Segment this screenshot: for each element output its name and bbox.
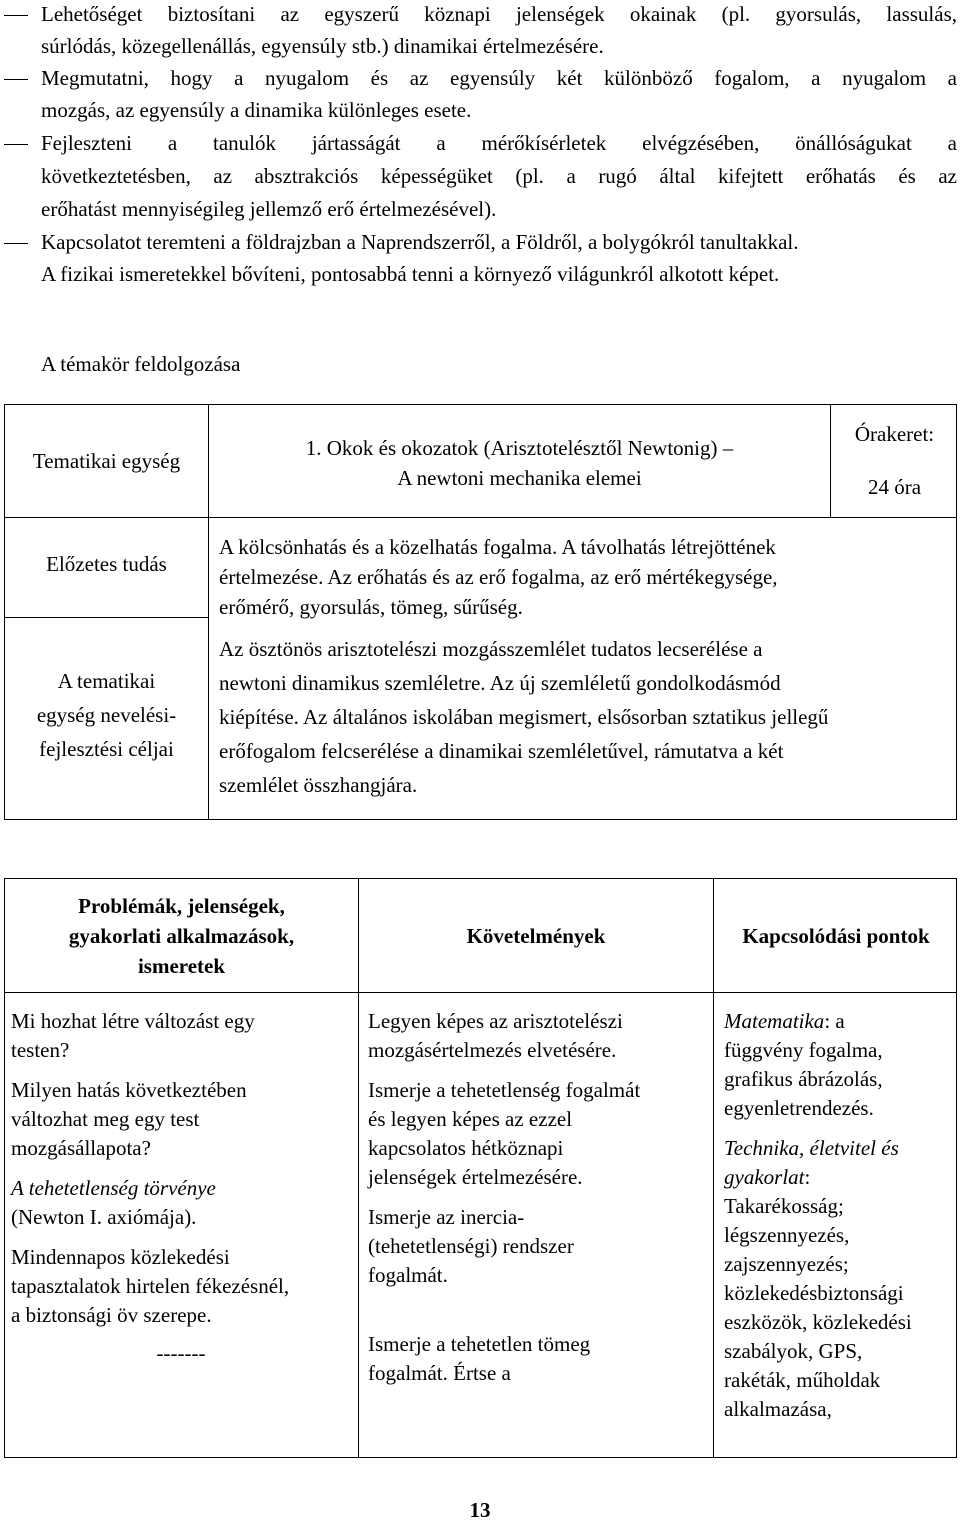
bullet-line: Megmutatni, hogy a nyugalom és az egyensúly két különböző fogalom, a nyugalom a (41, 66, 957, 90)
section-title: A témakör feldolgozása (41, 352, 241, 376)
text-line: mozgásértelmezés elvetésére. (368, 1038, 617, 1062)
text-line: gyakorlati alkalmazások, (68, 924, 295, 948)
bullet-line: A fizikai ismeretekkel bővíteni, pontosabbá tenni a környező világunkról alkotott képet. (41, 262, 780, 286)
table-divider (358, 879, 359, 1457)
separator-dashes: ------- (156, 1341, 206, 1365)
text-line: Milyen hatás következtében (11, 1078, 247, 1102)
text-line: közlekedésbiztonsági (724, 1281, 904, 1305)
text-line: eszközök, közlekedési (724, 1310, 912, 1334)
table-divider (5, 992, 956, 993)
bullet-line: Kapcsolatot teremteni a földrajzban a Naprendszerről, a Földről, a bolygókról tanultakkal. (41, 230, 799, 254)
subject-label: Matematika (724, 1009, 825, 1033)
text-line: rakéták, műholdak (724, 1368, 881, 1392)
bullet-line: mozgás, az egyensúly a dinamika különleges esete. (41, 98, 472, 122)
text-line: függvény fogalma, (724, 1038, 883, 1062)
problems-column (11, 1007, 351, 1368)
text-line: Ismerje a tehetetlenség fogalmát (368, 1078, 641, 1102)
text-line: kiépítése. Az általános iskolában megismert, elsősorban sztatikus jellegű (219, 705, 829, 729)
text-line: erőfogalom felcserélése a dinamikai szemléletűvel, rámutatva a két (219, 739, 784, 763)
text-line: Takarékosság; (724, 1194, 844, 1218)
text-line: tapasztalatok hirtelen fékezésnél, (11, 1274, 290, 1298)
text-line: fogalmát. Értse a (368, 1361, 511, 1385)
unit-label: Tematikai egység (32, 449, 181, 473)
goals-text (219, 632, 828, 802)
text-line: szabályok, GPS, (724, 1339, 863, 1363)
text-line: Legyen képes az arisztotelészi (368, 1009, 623, 1033)
dash-bullet-icon (4, 243, 28, 244)
column-header-problems (5, 891, 358, 981)
requirements-paragraph (368, 1007, 708, 1065)
text-line: jelenségek értelmezésére. (368, 1165, 583, 1189)
prior-knowledge-text (219, 532, 778, 622)
subject-label: gyakorlat (724, 1165, 805, 1189)
bullet-line: következtetésben, az absztrakciós képességüket (pl. a rugó által kifejtett erőhatás és az (41, 164, 957, 188)
requirements-paragraph (368, 1076, 708, 1192)
connections-column (724, 1007, 956, 1435)
text-line: egység nevelési- (36, 703, 177, 727)
problems-paragraph (11, 1076, 351, 1163)
table-divider (713, 879, 714, 1457)
text-line: Mi hozhat létre változást egy (11, 1009, 255, 1033)
text-line: egyenletrendezés. (724, 1096, 874, 1120)
problems-paragraph (11, 1174, 351, 1232)
text-line: erőmérő, gyorsulás, tömeg, sűrűség. (219, 595, 523, 619)
text-line: fejlesztési céljai (39, 737, 174, 761)
column-header-requirements: Követelmények (466, 924, 606, 948)
text-line: A tematikai (57, 669, 156, 693)
text-line: kapcsolatos hétköznapi (368, 1136, 564, 1160)
table-divider (5, 517, 956, 518)
text-line: Mindennapos közlekedési (11, 1245, 230, 1269)
bullet-line: Fejleszteni a tanulók jártasságát a mérőkísérletek elvégzésében, önállóságukat a (41, 131, 957, 155)
table-divider (5, 617, 208, 618)
unit-summary-table (4, 404, 957, 820)
goals-label (5, 664, 208, 766)
hours-value: 24 óra (867, 475, 922, 499)
text-line: : a (824, 1009, 845, 1033)
unit-title-line: 1. Okok és okozatok (Arisztotelésztől Newtonig) – (305, 436, 734, 460)
text-line: Az ösztönös arisztotelészi mozgásszemlélet tudatos lecserélése a (219, 637, 763, 661)
content-table (4, 878, 957, 1458)
requirements-paragraph (368, 1330, 708, 1388)
requirements-column (368, 1007, 708, 1399)
dash-bullet-icon (4, 15, 28, 16)
problems-paragraph (11, 1007, 351, 1065)
unit-title-line: A newtoni mechanika elemei (397, 466, 642, 490)
text-line: (tehetetlenségi) rendszer (368, 1234, 574, 1258)
text-line: zajszennyezés; (724, 1252, 849, 1276)
text-line: értelmezése. Az erőhatás és az erő fogalma, az erő mértékegysége, (219, 565, 778, 589)
dash-bullet-icon (4, 79, 28, 80)
text-line: ismeretek (137, 954, 226, 978)
text-line: A kölcsönhatás és a közelhatás fogalma. A távolhatás létrejöttének (219, 535, 776, 559)
prior-knowledge-label: Előzetes tudás (46, 552, 167, 576)
requirements-paragraph (368, 1203, 708, 1290)
text-line: (Newton I. axiómája). (11, 1205, 197, 1229)
text-line: fogalmát. (368, 1263, 448, 1287)
law-title: A tehetetlenség törvénye (11, 1176, 216, 1200)
text-line: szemlélet összhangjára. (219, 773, 418, 797)
dash-bullet-icon (4, 144, 28, 145)
text-line: Ismerje a tehetetlen tömeg (368, 1332, 591, 1356)
text-line: alkalmazása, (724, 1397, 832, 1421)
text-line: testen? (11, 1038, 70, 1062)
text-line: és legyen képes az ezzel (368, 1107, 573, 1131)
hours-label: Órakeret: (854, 422, 935, 446)
text-line: légszennyezés, (724, 1223, 850, 1247)
connections-paragraph (724, 1007, 956, 1123)
text-line: a biztonsági öv szerepe. (11, 1303, 212, 1327)
bullet-line: súrlódás, közegellenállás, egyensúly stb.) dinamikai értelmezésére. (41, 34, 604, 58)
bullet-line: Lehetőséget biztosítani az egyszerű köznapi jelenségek okainak (pl. gyorsulás, lassulás, (41, 2, 957, 26)
text-line: Ismerje az inercia- (368, 1205, 525, 1229)
text-line: : (804, 1165, 811, 1189)
text-line: newtoni dinamikus szemléletre. Az új szemléletű gondolkodásmód (219, 671, 781, 695)
text-line: mozgásállapota? (11, 1136, 151, 1160)
bullet-line: erőhatást mennyiségileg jellemző erő értelmezésével). (41, 197, 497, 221)
connections-paragraph (724, 1134, 956, 1424)
text-line: Problémák, jelenségek, (78, 894, 285, 918)
column-header-connections: Kapcsolódási pontok (742, 924, 930, 948)
text-line: grafikus ábrázolás, (724, 1067, 883, 1091)
text-line: változhat meg egy test (11, 1107, 200, 1131)
subject-label: Technika, életvitel és (724, 1136, 899, 1160)
page-number: 13 (469, 1498, 491, 1522)
problems-paragraph (11, 1243, 351, 1330)
